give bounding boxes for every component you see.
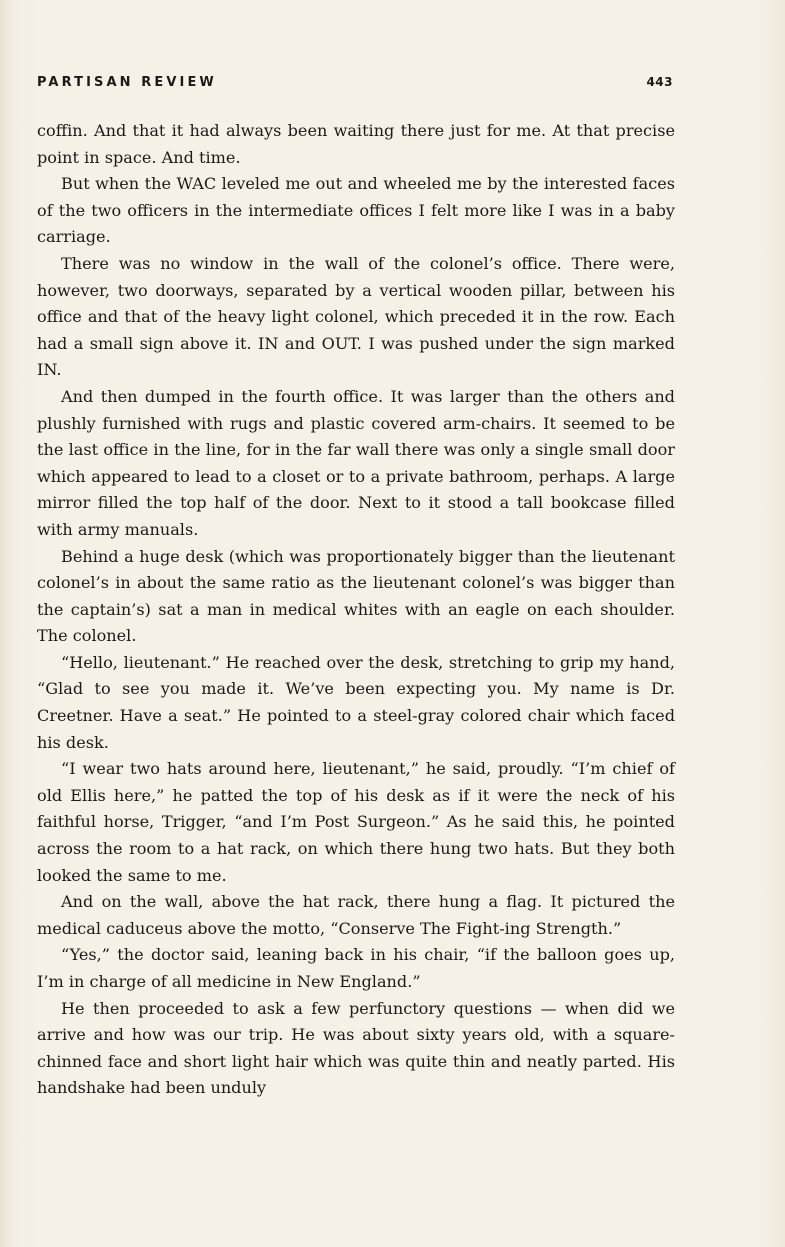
body-text [37,118,675,1102]
paragraph: There was no window in the wall of the colonel’s office. There were, however, two doorways, separated by a vertical wooden pillar, between his office and that of the heavy light colonel, which preceded it in the row. Each had a small sign above it. IN and OUT. I was pushed under the sign marked IN. [37,253,675,380]
paragraph: And on the wall, above the hat rack, there hung a flag. It pictured the medical caduceus above the motto, “Conserve The Fight-ing Strength.” [37,892,675,938]
paragraph: But when the WAC leveled me out and wheeled me by the interested faces of the two officers in the intermediate offices I felt more like I was in a baby carriage. [37,174,675,247]
running-head: PARTISAN REVIEW [37,75,217,90]
page-header [37,75,673,95]
paragraph: “Yes,” the doctor said, leaning back in his chair, “if the balloon goes up, I’m in charge of all medicine in New England.” [37,945,675,991]
page-number: 443 [646,75,673,89]
paragraph: “Hello, lieutenant.” He reached over the desk, stretching to grip my hand, “Glad to see you made it. We’ve been expecting you. My name is Dr. Creetner. Have a seat.” He pointed to a steel-gray colored chair which faced his desk. [37,652,675,752]
paragraph: And then dumped in the fourth office. It was larger than the others and plushly furnished with rugs and plastic covered arm-chairs. It seemed to be the last office in the line, for in the far wall there was only a single small door which appeared to lead to a closet or to a private bathroom, perhaps. A large mirror filled the top half of the door. Next to it stood a tall bookcase filled with army manuals. [37,386,675,539]
paragraph: He then proceeded to ask a few perfunctory questions — when did we arrive and how was our trip. He was about sixty years old, with a square-chinned face and short light hair which was quite thin and neatly parted. His handshake had been unduly [37,998,675,1098]
paragraph: Behind a huge desk (which was proportionately bigger than the lieutenant colonel’s in about the same ratio as the lieutenant colonel’s was bigger than the captain’s) sat a man in medical whites with an eagle on each shoulder. The colonel. [37,546,675,646]
paragraph-continued: coffin. And that it had always been waiting there just for me. At that precise point in space. And time. [37,121,675,167]
paragraph: “I wear two hats around here, lieutenant,” he said, proudly. “I’m chief of old Ellis here,” he patted the top of his desk as if it were the neck of his faithful horse, Trigger, “and I’m Post Surgeon.” As he said this, he pointed across the room to a hat rack, on which there hung two hats. But they both looked the same to me. [37,759,675,885]
